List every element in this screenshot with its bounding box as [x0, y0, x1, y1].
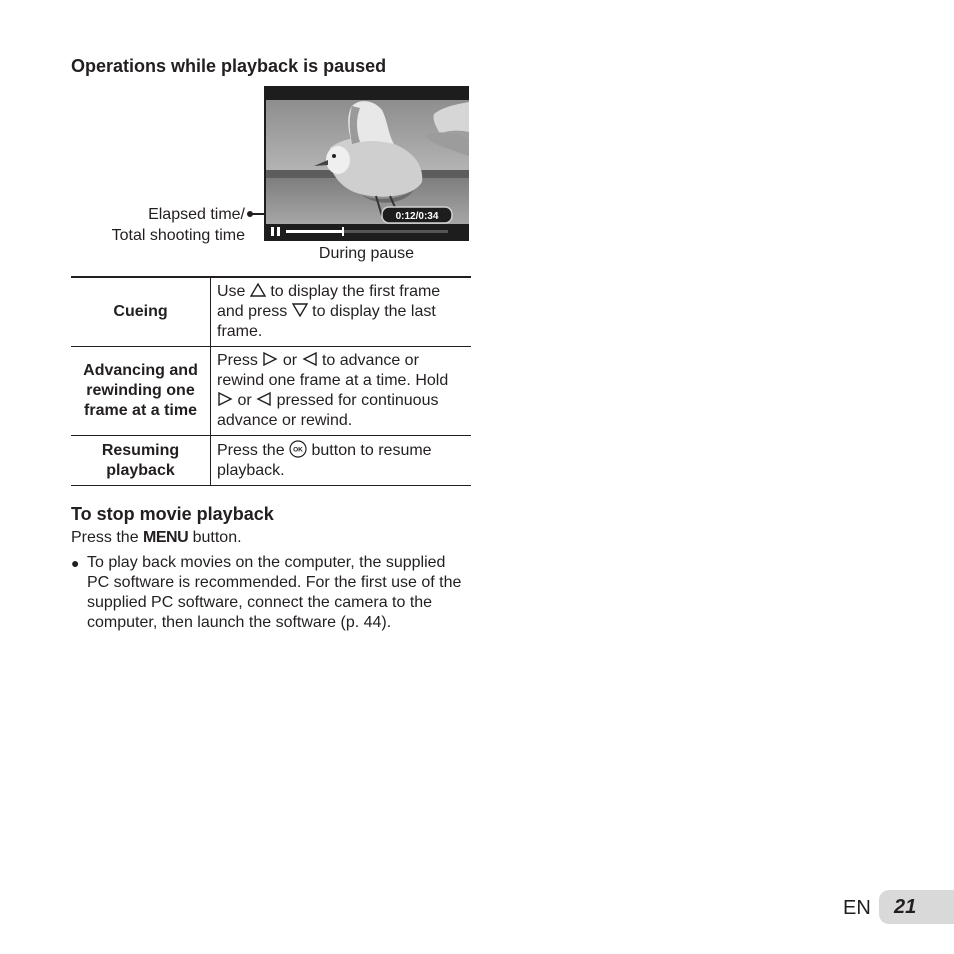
- desc-text: Press: [217, 352, 258, 369]
- desc-text: Press the: [217, 442, 285, 459]
- table-row: [71, 436, 471, 486]
- camera-screen: [264, 86, 469, 241]
- desc-text: or: [237, 392, 252, 409]
- row-description: [211, 277, 472, 347]
- callout-line-1: Elapsed time/: [148, 206, 245, 223]
- desc-text: Use: [217, 283, 246, 300]
- stop-suffix: button.: [192, 529, 242, 546]
- desc-text: or: [282, 352, 298, 369]
- left-triangle-icon: [302, 352, 318, 366]
- desc-text: to advance or rewind one frame at a time. Hold: [217, 352, 449, 389]
- right-triangle-icon: [262, 352, 278, 366]
- page-number: 21: [894, 896, 917, 918]
- operations-table: [71, 276, 471, 486]
- bullet-icon: ●: [71, 555, 80, 571]
- language-label: EN: [843, 897, 871, 919]
- paused-movie-frame: [264, 86, 469, 241]
- ok-button-icon: [289, 440, 307, 458]
- callout-line-2: Total shooting time: [111, 227, 245, 244]
- svg-text:OK: OK: [293, 446, 303, 454]
- up-triangle-icon: [250, 283, 266, 297]
- left-triangle-icon: [256, 392, 272, 406]
- row-label: Advancing and rewinding one frame at a time: [71, 347, 211, 436]
- page-number-tab: [879, 890, 954, 924]
- row-label: Cueing: [71, 277, 211, 347]
- pause-icon-bar-right: [277, 227, 280, 236]
- pause-icon-bar-left: [271, 227, 274, 236]
- table-row: [71, 347, 471, 436]
- down-triangle-icon: [292, 303, 308, 317]
- section-title-stop: To stop movie playback: [71, 504, 274, 524]
- section-title-paused: Operations while playback is paused: [71, 56, 387, 76]
- row-description: [211, 436, 472, 486]
- table-row: [71, 277, 471, 347]
- stop-instruction: [71, 528, 242, 548]
- row-description: [211, 347, 472, 436]
- stop-prefix: Press the: [71, 529, 139, 546]
- right-triangle-icon: [217, 392, 233, 406]
- desc-text: to display the first frame and press: [217, 283, 441, 320]
- time-readout: 0:12/0:34: [395, 211, 439, 222]
- screen-caption: During pause: [318, 245, 415, 262]
- bullet-text: To play back movies on the computer, the supplied PC software is recommended. For the first use of the supplied PC software, connect the camera to the computer, then launch the software (p. 44).: [87, 554, 462, 631]
- progress-fill: [286, 230, 343, 233]
- menu-button-label: MENU: [143, 529, 189, 546]
- bullet-note: [71, 553, 471, 637]
- progress-knob: [342, 227, 344, 236]
- desc-text: pressed for continuous advance or rewind.: [217, 392, 439, 429]
- row-label: Resuming playback: [71, 436, 211, 486]
- desc-text: button to resume playback.: [217, 442, 432, 479]
- desc-text: to display the last frame.: [217, 303, 436, 340]
- callout-label: [100, 205, 245, 246]
- callout-leader-dot: [247, 211, 253, 217]
